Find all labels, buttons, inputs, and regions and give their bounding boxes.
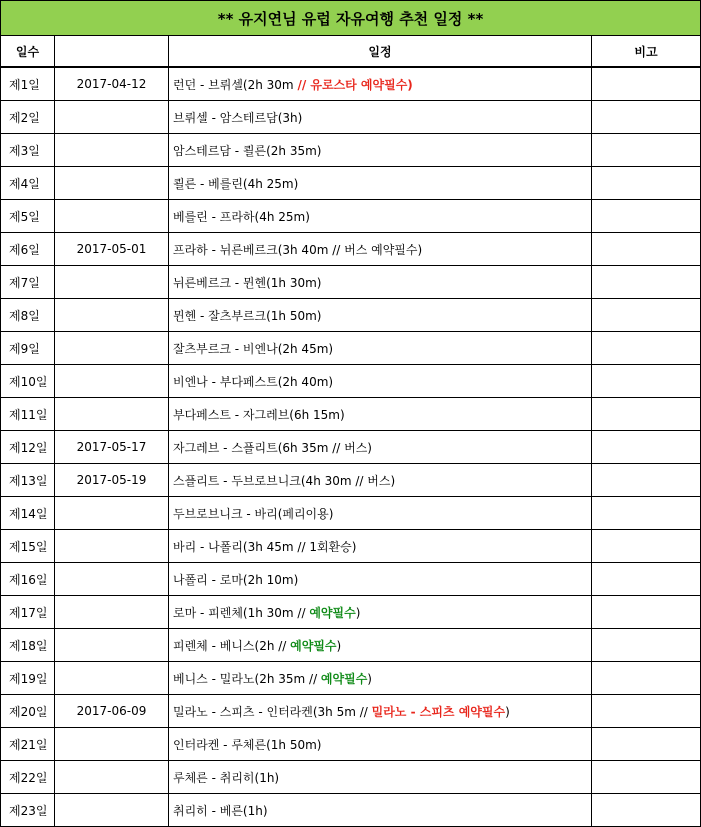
date-cell[interactable]: [55, 398, 169, 431]
day-cell[interactable]: 제22일: [1, 761, 55, 794]
date-cell[interactable]: [55, 200, 169, 233]
plan-text: 비엔나 - 부다페스트(2h 40m): [173, 374, 334, 389]
date-cell[interactable]: 2017-06-09: [55, 695, 169, 728]
plan-text: 런던 - 브뤼셀(2h 30m: [173, 77, 298, 92]
day-cell[interactable]: 제21일: [1, 728, 55, 761]
day-cell[interactable]: 제20일: [1, 695, 55, 728]
plan-cell[interactable]: [169, 266, 592, 299]
note-cell[interactable]: [592, 695, 701, 728]
plan-tail: ): [367, 671, 372, 686]
note-cell[interactable]: [592, 67, 701, 101]
plan-text: 밀라노 - 스피츠 - 인터라켄(3h 5m //: [173, 704, 372, 719]
note-cell[interactable]: [592, 266, 701, 299]
header-date[interactable]: [55, 36, 169, 68]
plan-text: 뮌헨 - 잘츠부르크(1h 50m): [173, 308, 322, 323]
note-cell[interactable]: [592, 200, 701, 233]
day-cell[interactable]: 제8일: [1, 299, 55, 332]
table-row: [1, 761, 701, 794]
plan-text: 피렌체 - 베니스(2h //: [173, 638, 291, 653]
plan-cell[interactable]: [169, 67, 592, 101]
date-cell[interactable]: [55, 629, 169, 662]
day-cell[interactable]: 제6일: [1, 233, 55, 266]
plan-text: 두브로브니크 - 바리(페리이용): [173, 506, 334, 521]
day-cell[interactable]: 제14일: [1, 497, 55, 530]
table-row: [1, 167, 701, 200]
date-cell[interactable]: [55, 596, 169, 629]
note-cell[interactable]: [592, 596, 701, 629]
plan-cell[interactable]: [169, 134, 592, 167]
plan-cell[interactable]: [169, 431, 592, 464]
note-cell[interactable]: [592, 629, 701, 662]
note-cell[interactable]: [592, 167, 701, 200]
note-cell[interactable]: [592, 134, 701, 167]
plan-text: 자그레브 - 스플리트(6h 35m // 버스): [173, 440, 372, 455]
plan-emphasis: 예약필수: [320, 671, 368, 686]
day-cell[interactable]: 제11일: [1, 398, 55, 431]
note-cell[interactable]: [592, 761, 701, 794]
plan-cell[interactable]: [169, 794, 592, 827]
day-cell[interactable]: 제10일: [1, 365, 55, 398]
table-row: [1, 596, 701, 629]
table-row: [1, 464, 701, 497]
note-cell[interactable]: [592, 431, 701, 464]
table-row: [1, 200, 701, 233]
day-cell[interactable]: 제2일: [1, 101, 55, 134]
note-cell[interactable]: [592, 365, 701, 398]
plan-text: 루체른 - 취리히(1h): [173, 770, 280, 785]
plan-text: 취리히 - 베른(1h): [173, 803, 268, 818]
date-cell[interactable]: [55, 167, 169, 200]
note-cell[interactable]: [592, 101, 701, 134]
plan-text: 베를린 - 프라하(4h 25m): [173, 209, 310, 224]
header-plan[interactable]: 일정: [169, 36, 592, 68]
date-cell[interactable]: 2017-05-01: [55, 233, 169, 266]
day-cell[interactable]: 제17일: [1, 596, 55, 629]
header-note[interactable]: 비고: [592, 36, 701, 68]
plan-cell[interactable]: [169, 332, 592, 365]
plan-text: 인터라켄 - 루체른(1h 50m): [173, 737, 322, 752]
plan-cell[interactable]: [169, 596, 592, 629]
date-cell[interactable]: [55, 728, 169, 761]
date-cell[interactable]: [55, 530, 169, 563]
day-cell[interactable]: 제23일: [1, 794, 55, 827]
day-cell[interactable]: 제3일: [1, 134, 55, 167]
header-day[interactable]: 일수: [1, 36, 55, 68]
date-cell[interactable]: [55, 497, 169, 530]
plan-cell[interactable]: [169, 662, 592, 695]
plan-cell[interactable]: [169, 629, 592, 662]
plan-cell[interactable]: [169, 464, 592, 497]
table-row: [1, 728, 701, 761]
plan-text: 잘츠부르크 - 비엔나(2h 45m): [173, 341, 334, 356]
note-cell[interactable]: [592, 662, 701, 695]
plan-cell[interactable]: [169, 101, 592, 134]
sheet-title[interactable]: ** 유지연님 유럽 자유여행 추천 일정 **: [1, 1, 701, 36]
plan-emphasis: 밀라노 - 스피츠 예약필수: [371, 704, 506, 719]
date-cell[interactable]: [55, 563, 169, 596]
date-cell[interactable]: 2017-05-17: [55, 431, 169, 464]
day-cell[interactable]: 제9일: [1, 332, 55, 365]
plan-text: 베니스 - 밀라노(2h 35m //: [173, 671, 321, 686]
itinerary-rows: [1, 67, 701, 827]
plan-text: 암스테르담 - 쾰른(2h 35m): [173, 143, 322, 158]
day-cell[interactable]: 제19일: [1, 662, 55, 695]
plan-cell[interactable]: [169, 200, 592, 233]
plan-text: 프라하 - 뉘른베르크(3h 40m // 버스 예약필수): [173, 242, 423, 257]
plan-cell[interactable]: [169, 728, 592, 761]
date-cell[interactable]: [55, 101, 169, 134]
day-cell[interactable]: 제7일: [1, 266, 55, 299]
note-cell[interactable]: [592, 464, 701, 497]
date-cell[interactable]: 2017-04-12: [55, 67, 169, 101]
day-cell[interactable]: 제5일: [1, 200, 55, 233]
day-cell[interactable]: 제16일: [1, 563, 55, 596]
day-cell[interactable]: 제13일: [1, 464, 55, 497]
date-cell[interactable]: [55, 134, 169, 167]
plan-text: 쾰른 - 베를린(4h 25m): [173, 176, 299, 191]
note-cell[interactable]: [592, 497, 701, 530]
plan-cell[interactable]: [169, 398, 592, 431]
note-cell[interactable]: [592, 299, 701, 332]
table-row: [1, 431, 701, 464]
note-cell[interactable]: [592, 563, 701, 596]
table-row: [1, 101, 701, 134]
date-cell[interactable]: [55, 365, 169, 398]
plan-cell[interactable]: [169, 761, 592, 794]
date-cell[interactable]: [55, 761, 169, 794]
plan-text: 뉘른베르크 - 뮌헨(1h 30m): [173, 275, 322, 290]
plan-text: 스플리트 - 두브로브니크(4h 30m // 버스): [173, 473, 396, 488]
plan-tail: ): [505, 704, 510, 719]
plan-text: 브뤼셀 - 암스테르담(3h): [173, 110, 303, 125]
table-row: [1, 497, 701, 530]
note-cell[interactable]: [592, 398, 701, 431]
day-cell[interactable]: 제15일: [1, 530, 55, 563]
table-row: [1, 332, 701, 365]
date-cell[interactable]: [55, 266, 169, 299]
day-cell[interactable]: 제1일: [1, 67, 55, 101]
plan-cell[interactable]: [169, 497, 592, 530]
plan-emphasis: // 유로스타 예약필수): [297, 77, 413, 92]
table-row: [1, 299, 701, 332]
plan-cell[interactable]: [169, 299, 592, 332]
date-cell[interactable]: [55, 794, 169, 827]
plan-cell[interactable]: [169, 167, 592, 200]
plan-text: 바리 - 나폴리(3h 45m // 1회환승): [173, 539, 357, 554]
day-cell[interactable]: 제12일: [1, 431, 55, 464]
plan-text: 로마 - 피렌체(1h 30m //: [173, 605, 310, 620]
plan-tail: ): [336, 638, 342, 653]
note-cell[interactable]: [592, 530, 701, 563]
table-row: [1, 662, 701, 695]
plan-cell[interactable]: [169, 530, 592, 563]
plan-cell[interactable]: [169, 695, 592, 728]
table-row: [1, 530, 701, 563]
note-cell[interactable]: [592, 332, 701, 365]
table-row: [1, 398, 701, 431]
date-cell[interactable]: [55, 299, 169, 332]
note-cell[interactable]: [592, 728, 701, 761]
date-cell[interactable]: [55, 332, 169, 365]
table-row: [1, 794, 701, 827]
table-row: [1, 695, 701, 728]
date-cell[interactable]: 2017-05-19: [55, 464, 169, 497]
plan-text: 부다페스트 - 자그레브(6h 15m): [173, 407, 345, 422]
table-row: [1, 365, 701, 398]
plan-text: 나폴리 - 로마(2h 10m): [173, 572, 299, 587]
note-cell[interactable]: [592, 233, 701, 266]
plan-cell[interactable]: [169, 233, 592, 266]
day-cell[interactable]: 제18일: [1, 629, 55, 662]
plan-emphasis: 예약필수: [290, 638, 337, 653]
day-cell[interactable]: 제4일: [1, 167, 55, 200]
table-row: [1, 563, 701, 596]
table-row: [1, 67, 701, 101]
table-row: [1, 134, 701, 167]
table-row: [1, 266, 701, 299]
table-row: [1, 629, 701, 662]
plan-cell[interactable]: [169, 563, 592, 596]
date-cell[interactable]: [55, 662, 169, 695]
note-cell[interactable]: [592, 794, 701, 827]
plan-cell[interactable]: [169, 365, 592, 398]
plan-emphasis: 예약필수: [309, 605, 356, 620]
table-row: [1, 233, 701, 266]
plan-tail: ): [355, 605, 361, 620]
